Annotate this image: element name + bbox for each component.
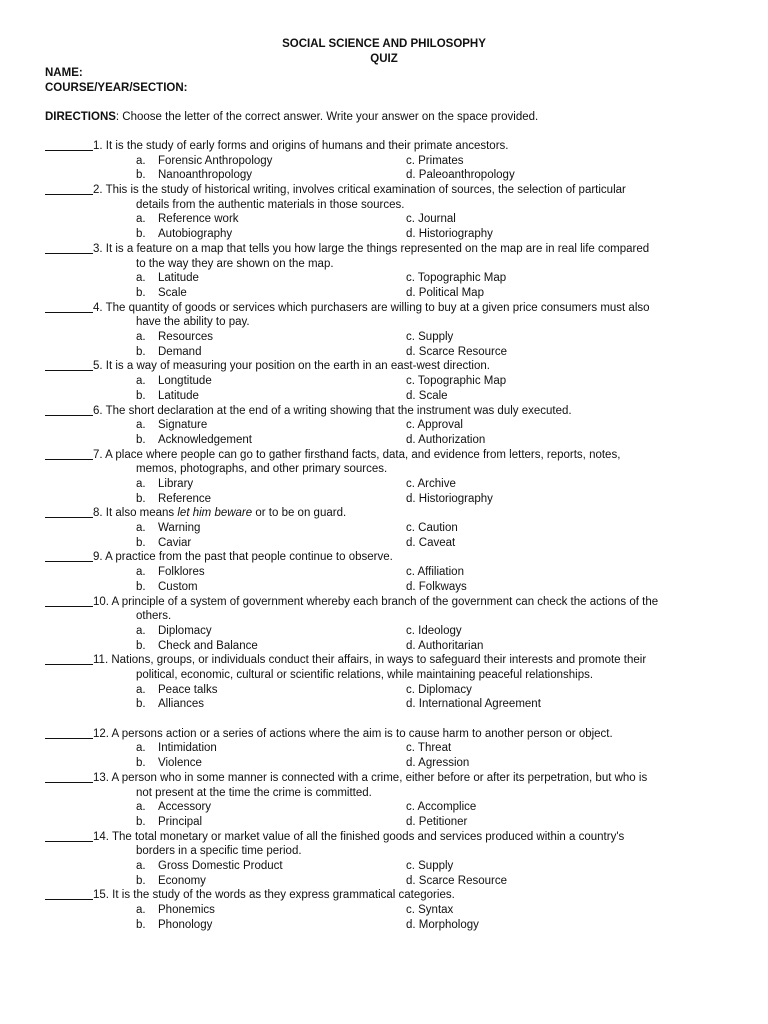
option-text: Intimidation: [158, 742, 217, 755]
options-row: [45, 815, 745, 830]
option-letter: b.: [136, 228, 146, 241]
option-d: d. International Agreement: [406, 698, 541, 711]
options-row: [45, 271, 745, 286]
option-letter: b.: [136, 433, 146, 446]
answer-blank[interactable]: [45, 727, 93, 739]
page-title: [0, 37, 768, 66]
option-letter: b.: [136, 389, 146, 402]
question-item: [45, 242, 745, 301]
option-a: [45, 741, 406, 756]
option-text: Signature: [158, 419, 208, 432]
option-d: d. Historiography: [406, 492, 493, 505]
options-row: [45, 389, 745, 404]
option-d: d. Scarce Resource: [406, 874, 507, 887]
option-d: d. Authorization: [406, 433, 486, 446]
option-a: [45, 859, 406, 874]
question-item: [45, 301, 745, 360]
option-text: Library: [158, 477, 194, 490]
option-b: [45, 433, 406, 448]
options-row: [45, 859, 745, 874]
question-text: [93, 359, 490, 374]
option-text: Violence: [158, 757, 202, 770]
question-text: [93, 301, 650, 316]
question-item: [45, 506, 745, 550]
question-text-part: 11. Nations, groups, or individuals conduct their affairs, in ways to safeguard their interests and promote their: [93, 654, 647, 667]
option-d: d. Petitioner: [406, 815, 468, 828]
options-row: [45, 433, 745, 448]
option-letter: b.: [136, 536, 146, 549]
question-text-part: 9. A practice from the past that people continue to observe.: [93, 551, 393, 564]
option-letter: b.: [136, 345, 146, 358]
question-text-part: 14. The total monetary or market value of all the finished goods and services produced within a country's: [93, 830, 625, 843]
option-a: [45, 212, 406, 227]
options-row: [45, 286, 745, 301]
option-text: Alliances: [158, 698, 205, 711]
option-a: [45, 418, 406, 433]
options-row: [45, 345, 745, 360]
option-letter: a.: [136, 904, 146, 917]
question-text: [93, 727, 613, 742]
option-a: [45, 154, 406, 169]
answer-blank[interactable]: [45, 595, 93, 607]
spacer: [45, 712, 745, 727]
option-text: Caviar: [158, 536, 192, 549]
option-d: d. Paleoanthropology: [406, 169, 515, 182]
option-text: Reference: [158, 492, 212, 505]
question-item: [45, 771, 745, 830]
answer-blank[interactable]: [45, 301, 93, 313]
option-text: Check and Balance: [158, 639, 258, 652]
option-b: [45, 756, 406, 771]
option-text: Latitude: [158, 272, 199, 285]
option-letter: a.: [136, 801, 146, 814]
option-text: Economy: [158, 874, 206, 887]
option-d: d. Scarce Resource: [406, 345, 507, 358]
question-text: [93, 242, 649, 257]
question-item: [45, 139, 745, 183]
option-text: Phonology: [158, 918, 213, 931]
question-text: [93, 448, 620, 463]
options-row: [45, 565, 745, 580]
option-letter: b.: [136, 580, 146, 593]
option-b: [45, 639, 406, 654]
option-b: [45, 286, 406, 301]
question-item: [45, 404, 745, 448]
option-text: Gross Domestic Product: [158, 860, 283, 873]
answer-blank[interactable]: [45, 139, 93, 151]
option-a: [45, 683, 406, 698]
option-b: [45, 227, 406, 242]
answer-blank[interactable]: [45, 830, 93, 842]
option-text: Acknowledgement: [158, 433, 252, 446]
answer-blank[interactable]: [45, 550, 93, 562]
option-b: [45, 874, 406, 889]
option-letter: b.: [136, 492, 146, 505]
question-text: [93, 888, 455, 903]
option-c: c. Topographic Map: [406, 375, 507, 388]
question-text: [93, 830, 624, 845]
question-text-part: 15. It is the study of the words as they express grammatical categories.: [93, 889, 455, 902]
question-item: [45, 183, 745, 242]
option-b: [45, 918, 406, 933]
option-b: [45, 345, 406, 360]
option-b: [45, 536, 406, 551]
option-text: Phonemics: [158, 904, 215, 917]
option-letter: a.: [136, 477, 146, 490]
question-text: [93, 550, 393, 565]
option-c: c. Primates: [406, 154, 464, 167]
question-text: [93, 183, 626, 198]
option-b: [45, 389, 406, 404]
question-text: [93, 404, 572, 419]
question-italic-text: let him beware: [177, 507, 253, 520]
option-text: Peace talks: [158, 683, 218, 696]
option-a: [45, 374, 406, 389]
option-a: [45, 624, 406, 639]
option-letter: a.: [136, 272, 146, 285]
question-text-part: 4. The quantity of goods or services which purchasers are willing to buy at a given price consumers must also: [93, 301, 650, 314]
option-text: Latitude: [158, 389, 199, 402]
answer-blank[interactable]: [45, 183, 93, 195]
options-row: [45, 683, 745, 698]
option-d: d. Agression: [406, 757, 470, 770]
option-text: Demand: [158, 345, 202, 358]
option-letter: a.: [136, 860, 146, 873]
option-letter: b.: [136, 698, 146, 711]
option-d: d. Folkways: [406, 580, 467, 593]
question-text-part: 6. The short declaration at the end of a writing showing that the instrument was duly executed.: [93, 404, 572, 417]
options-row: [45, 800, 745, 815]
options-row: [45, 624, 745, 639]
option-letter: a.: [136, 522, 146, 535]
option-a: [45, 330, 406, 345]
option-d: d. Caveat: [406, 536, 456, 549]
option-letter: a.: [136, 566, 146, 579]
answer-blank[interactable]: [45, 242, 93, 254]
option-c: c. Caution: [406, 522, 458, 535]
question-text: [93, 595, 658, 610]
option-text: Nanoanthropology: [158, 169, 252, 182]
option-a: [45, 477, 406, 492]
options-row: [45, 521, 745, 536]
options-row: [45, 154, 745, 169]
option-letter: a.: [136, 742, 146, 755]
option-d: d. Morphology: [406, 918, 479, 931]
question-text-continued: memos, photographs, and other primary sources.: [136, 463, 388, 476]
option-b: [45, 168, 406, 183]
student-info: [45, 66, 188, 95]
options-row: [45, 168, 745, 183]
option-text: Autobiography: [158, 228, 233, 241]
option-c: c. Supply: [406, 331, 454, 344]
option-letter: a.: [136, 683, 146, 696]
options-row: [45, 741, 745, 756]
option-letter: a.: [136, 624, 146, 637]
option-c: c. Affiliation: [406, 566, 464, 579]
option-c: c. Syntax: [406, 904, 454, 917]
question-text: [93, 653, 646, 668]
directions-text: : Choose the letter of the correct answer. Write your answer on the space provided.: [115, 111, 539, 123]
options-row: [45, 918, 745, 933]
question-text-continued: not present at the time the crime is committed.: [136, 786, 372, 799]
option-letter: b.: [136, 757, 146, 770]
option-c: c. Approval: [406, 419, 463, 432]
question-text-part: 5. It is a way of measuring your position on the earth in an east-west direction.: [93, 360, 490, 373]
question-text: [93, 771, 647, 786]
option-c: c. Threat: [406, 742, 452, 755]
question-list: [45, 139, 745, 932]
question-text-part: 2. This is the study of historical writing, involves critical examination of sources, the selection of particular: [93, 184, 626, 197]
options-row: [45, 212, 745, 227]
option-a: [45, 521, 406, 536]
option-b: [45, 815, 406, 830]
option-a: [45, 565, 406, 580]
question-item: [45, 653, 745, 726]
question-text-continued: to the way they are shown on the map.: [136, 257, 334, 270]
directions: [45, 110, 735, 125]
question-item: [45, 359, 745, 403]
option-a: [45, 271, 406, 286]
options-row: [45, 639, 745, 654]
option-letter: b.: [136, 639, 146, 652]
options-row: [45, 418, 745, 433]
question-item: [45, 830, 745, 889]
course-label: COURSE/YEAR/SECTION:: [45, 81, 188, 94]
options-row: [45, 374, 745, 389]
option-c: c. Journal: [406, 213, 456, 226]
option-letter: a.: [136, 331, 146, 344]
option-d: d. Political Map: [406, 286, 484, 299]
option-d: d. Authoritarian: [406, 639, 484, 652]
option-letter: b.: [136, 874, 146, 887]
options-row: [45, 580, 745, 595]
question-text-part: 3. It is a feature on a map that tells you how large the things represented on the map are in real life compared: [93, 242, 650, 255]
answer-blank[interactable]: [45, 506, 93, 518]
options-row: [45, 697, 745, 712]
answer-blank[interactable]: [45, 448, 93, 460]
option-letter: a.: [136, 419, 146, 432]
option-letter: b.: [136, 815, 146, 828]
option-text: Longtitude: [158, 375, 212, 388]
option-letter: b.: [136, 918, 146, 931]
option-d: d. Historiography: [406, 228, 493, 241]
question-text-part: 10. A principle of a system of government whereby each branch of the government can check the actions of the: [93, 595, 659, 608]
question-text-continued: have the ability to pay.: [136, 316, 250, 329]
option-c: c. Supply: [406, 860, 454, 873]
option-c: c. Accomplice: [406, 801, 477, 814]
title-line-2: QUIZ: [370, 52, 398, 65]
options-row: [45, 330, 745, 345]
option-text: Diplomacy: [158, 624, 212, 637]
question-text-continued: others.: [136, 610, 172, 623]
options-row: [45, 477, 745, 492]
answer-blank[interactable]: [45, 888, 93, 900]
question-text-continued: details from the authentic materials in those sources.: [136, 198, 405, 211]
option-b: [45, 580, 406, 595]
question-text-part: 12. A persons action or a series of actions where the aim is to cause harm to another person or object.: [93, 727, 613, 740]
answer-blank[interactable]: [45, 359, 93, 371]
option-text: Resources: [158, 331, 213, 344]
option-letter: a.: [136, 213, 146, 226]
options-row: [45, 756, 745, 771]
question-text: [93, 506, 346, 521]
answer-blank[interactable]: [45, 404, 93, 416]
answer-blank[interactable]: [45, 771, 93, 783]
question-text-part: or to be on guard.: [252, 507, 347, 520]
options-row: [45, 903, 745, 918]
option-letter: a.: [136, 375, 146, 388]
option-b: [45, 697, 406, 712]
option-c: c. Ideology: [406, 624, 462, 637]
option-text: Custom: [158, 580, 198, 593]
option-c: c. Topographic Map: [406, 272, 507, 285]
option-b: [45, 492, 406, 507]
options-row: [45, 874, 745, 889]
option-text: Accessory: [158, 801, 212, 814]
name-label: NAME:: [45, 67, 83, 79]
option-text: Warning: [158, 522, 201, 535]
question-text-continued: political, economic, cultural or scientific relations, while maintaining peaceful relationships.: [136, 669, 594, 681]
option-a: [45, 800, 406, 815]
option-letter: a.: [136, 154, 146, 167]
option-c: c. Diplomacy: [406, 683, 472, 696]
question-text-part: 7. A place where people can go to gather firsthand facts, data, and evidence from letters, reports, notes,: [93, 448, 621, 461]
option-text: Scale: [158, 286, 187, 299]
question-item: [45, 550, 745, 594]
option-text: Forensic Anthropology: [158, 154, 273, 167]
question-item: [45, 448, 745, 507]
option-letter: b.: [136, 169, 146, 182]
option-text: Reference work: [158, 213, 239, 226]
question-text-part: 1. It is the study of early forms and origins of humans and their primate ancestors.: [93, 140, 509, 152]
options-row: [45, 227, 745, 242]
title-line-1: SOCIAL SCIENCE AND PHILOSOPHY: [282, 38, 486, 50]
option-letter: b.: [136, 286, 146, 299]
option-d: d. Scale: [406, 389, 448, 402]
question-item: [45, 727, 745, 771]
options-row: [45, 492, 745, 507]
option-text: Folklores: [158, 566, 205, 579]
option-text: Principal: [158, 815, 203, 828]
question-item: [45, 595, 745, 654]
option-c: c. Archive: [406, 477, 456, 490]
question-text-continued: borders in a specific time period.: [136, 845, 302, 858]
question-text-part: 13. A person who in some manner is connected with a crime, either before or after its perpetration, but who is: [93, 771, 648, 784]
option-a: [45, 903, 406, 918]
question-item: [45, 888, 745, 932]
question-text-part: 8. It also means: [93, 507, 178, 520]
question-text: [93, 139, 508, 154]
answer-blank[interactable]: [45, 653, 93, 665]
directions-label: DIRECTIONS: [45, 111, 116, 123]
options-row: [45, 536, 745, 551]
